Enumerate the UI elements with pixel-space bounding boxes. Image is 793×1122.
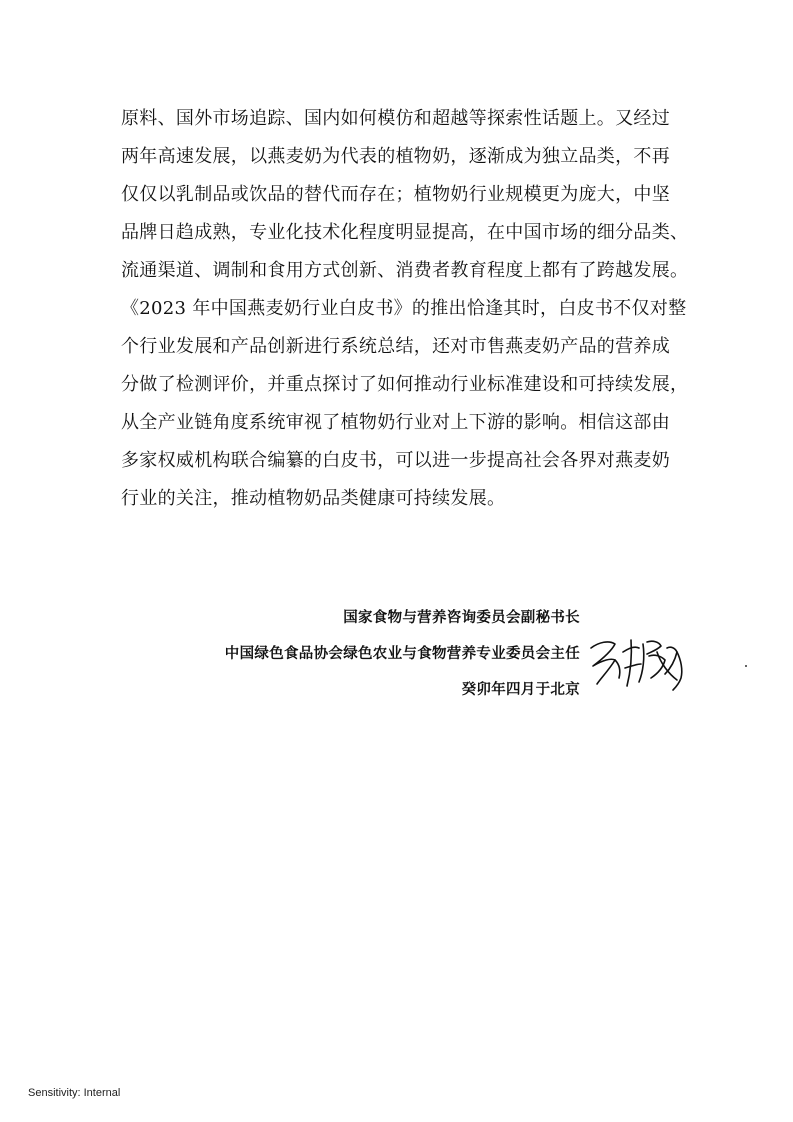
body-line: 原料、国外市场追踪、国内如何模仿和超越等探索性话题上。又经过 [121, 108, 670, 129]
body-line: 《2023 年中国燕麦奶行业白皮书》的推出恰逢其时，白皮书不仅对整 [121, 298, 687, 319]
sensitivity-label: Sensitivity: Internal [28, 1087, 121, 1099]
body-line: 个行业发展和产品创新进行系统总结，还对市售燕麦奶产品的营养成 [121, 336, 670, 357]
body-line: 分做了检测评价，并重点探讨了如何推动行业标准建设和可持续发展， [121, 374, 689, 395]
date-place: 癸卯年四月于北京 [461, 681, 580, 698]
signer-title-2: 中国绿色食品协会绿色农业与食物营养专业委员会主任 [224, 645, 580, 662]
stray-mark [745, 665, 747, 667]
body-line: 品牌日趋成熟，专业化技术化程度明显提高，在中国市场的细分品类、 [121, 222, 689, 243]
signer-title-1: 国家食物与营养咨询委员会副秘书长 [343, 609, 580, 626]
body-line: 从全产业链角度系统审视了植物奶行业对上下游的影响。相信这部由 [121, 412, 670, 433]
body-line: 多家权威机构联合编纂的白皮书，可以进一步提高社会各界对燕麦奶 [121, 450, 670, 471]
body-line: 两年高速发展，以燕麦奶为代表的植物奶，逐渐成为独立品类，不再 [121, 146, 670, 167]
signature-block [225, 604, 580, 712]
body-paragraph [121, 100, 696, 518]
body-line: 行业的关注，推动植物奶品类健康可持续发展。 [121, 488, 506, 509]
handwritten-signature-icon [585, 630, 695, 700]
body-line: 流通渠道、调制和食用方式创新、消费者教育程度上都有了跨越发展。 [121, 260, 689, 281]
body-line: 仅仅以乳制品或饮品的替代而存在；植物奶行业规模更为庞大，中坚 [121, 184, 670, 205]
